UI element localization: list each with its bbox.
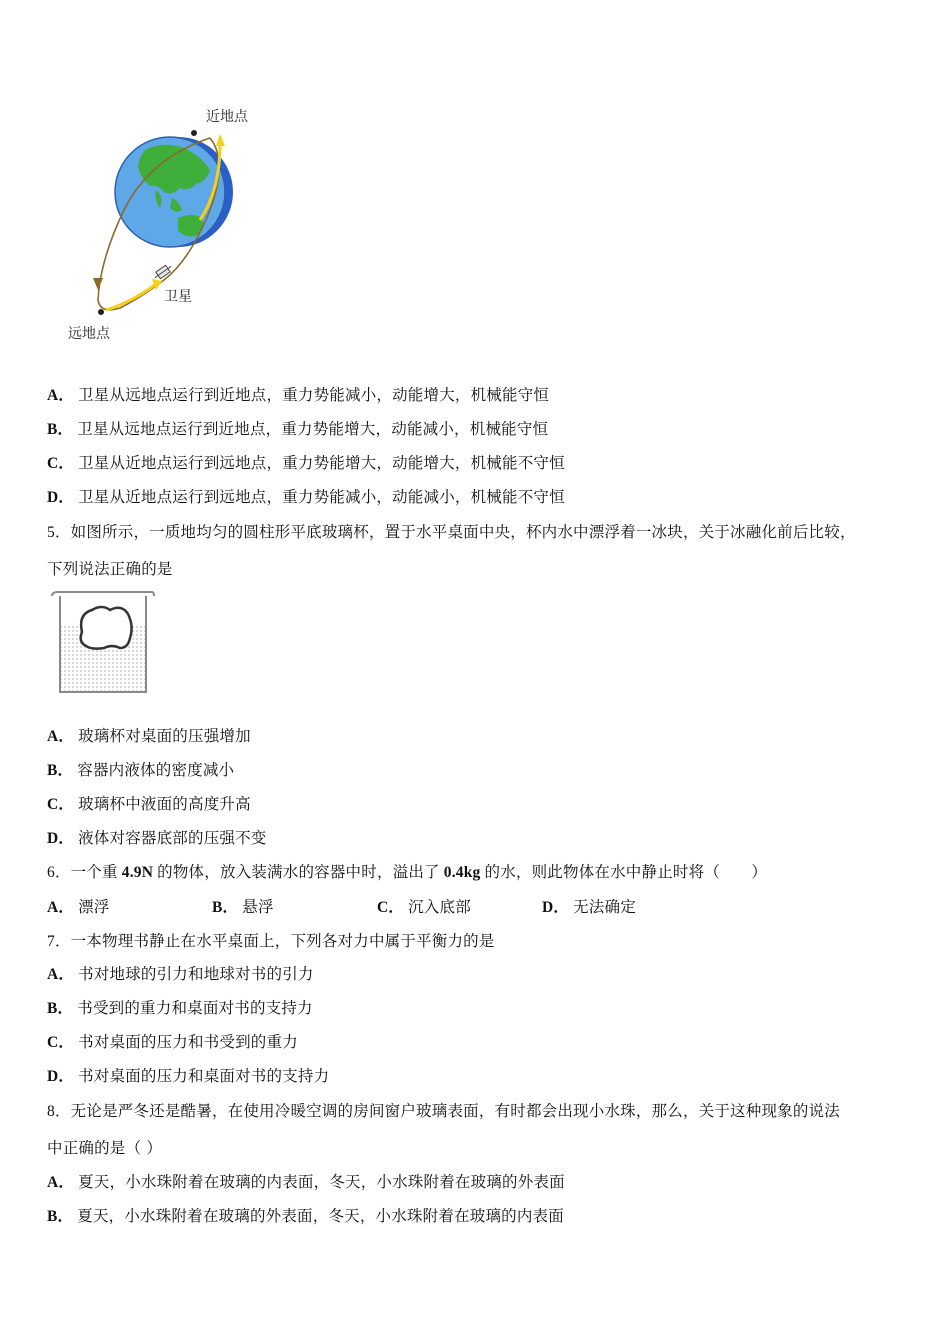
satellite-icon bbox=[153, 263, 174, 281]
option-label: A． bbox=[47, 1174, 75, 1191]
mass-value: 0.4kg bbox=[443, 864, 481, 881]
option-text: 沉入底部 bbox=[408, 898, 471, 916]
q6-options-row bbox=[47, 897, 636, 918]
q6-option-d bbox=[542, 897, 636, 918]
q4-option-a bbox=[47, 385, 549, 406]
option-text: 玻璃杯对桌面的压强增加 bbox=[78, 727, 251, 745]
question-text: 无论是严冬还是酷暑，在使用冷暖空调的房间窗户玻璃表面，有时都会出现小水珠，那么，关于这种现象的说法 bbox=[70, 1102, 840, 1120]
option-label: B． bbox=[47, 762, 74, 779]
question-text: 中正确的是（ ） bbox=[47, 1139, 163, 1157]
glass-rim bbox=[52, 592, 154, 596]
option-text: 书对桌面的压力和桌面对书的支持力 bbox=[78, 1067, 330, 1085]
option-text: 卫星从远地点运行到近地点，重力势能增大，动能减小，机械能守恒 bbox=[77, 420, 549, 438]
question-text-b: 的物体，放入装满水的容器中时，溢出了 bbox=[157, 863, 440, 881]
q7-stem bbox=[47, 931, 495, 952]
q6-option-a bbox=[47, 897, 212, 918]
option-label: D． bbox=[47, 489, 75, 506]
q7-option-c bbox=[47, 1032, 298, 1053]
option-label: C． bbox=[47, 455, 75, 472]
option-text: 卫星从近地点运行到远地点，重力势能减小，动能减小，机械能不守恒 bbox=[78, 488, 565, 506]
perigee-label: 近地点 bbox=[206, 109, 248, 125]
satellite-label: 卫星 bbox=[164, 289, 192, 305]
orbit-arrow-left-head bbox=[93, 278, 103, 290]
q7-option-b bbox=[47, 998, 313, 1019]
option-label: B． bbox=[47, 421, 74, 438]
q8-stem-line2 bbox=[47, 1138, 162, 1158]
q8-option-a bbox=[47, 1172, 565, 1193]
option-text: 无法确定 bbox=[573, 898, 636, 916]
q4-option-b bbox=[47, 419, 548, 440]
q7-option-d bbox=[47, 1066, 329, 1087]
apogee-label: 远地点 bbox=[68, 326, 110, 342]
option-label: C． bbox=[47, 796, 75, 813]
q4-option-c bbox=[47, 453, 565, 474]
option-label: B． bbox=[212, 899, 239, 916]
option-text: 夏天，小水珠附着在玻璃的内表面，冬天，小水珠附着在玻璃的外表面 bbox=[78, 1173, 565, 1191]
q5-option-a bbox=[47, 726, 251, 747]
q8-stem-line1 bbox=[47, 1101, 840, 1122]
question-text-a: 一个重 bbox=[70, 863, 118, 881]
option-label: A． bbox=[47, 728, 75, 745]
q8-option-b bbox=[47, 1206, 564, 1227]
option-text: 漂浮 bbox=[78, 898, 110, 916]
question-number: 6． bbox=[47, 864, 71, 881]
option-text: 夏天，小水珠附着在玻璃的外表面，冬天，小水珠附着在玻璃的内表面 bbox=[77, 1207, 564, 1225]
ice-block bbox=[81, 607, 132, 649]
question-text-c: 的水，则此物体在水中静止时将（ ） bbox=[484, 863, 768, 881]
q5-option-b bbox=[47, 760, 234, 781]
question-text: 如图所示，一质地均匀的圆柱形平底玻璃杯，置于水平桌面中央，杯内水中漂浮着一冰块，关于冰融化前后比较， bbox=[70, 523, 856, 541]
weight-value: 4.9N bbox=[121, 864, 154, 881]
option-text: 书受到的重力和桌面对书的支持力 bbox=[77, 999, 313, 1017]
option-text: 卫星从近地点运行到远地点，重力势能增大，动能增大，机械能不守恒 bbox=[78, 454, 565, 472]
q6-option-c bbox=[377, 897, 542, 918]
q5-option-d bbox=[47, 828, 267, 849]
option-text: 书对桌面的压力和书受到的重力 bbox=[78, 1033, 298, 1051]
option-label: A． bbox=[47, 899, 75, 916]
orbit-arrow-upper-head bbox=[216, 134, 225, 146]
question-number: 7． bbox=[47, 933, 71, 950]
option-label: C． bbox=[47, 1034, 75, 1051]
option-label: A． bbox=[47, 966, 75, 983]
q5-option-c bbox=[47, 794, 251, 815]
option-text: 玻璃杯中液面的高度升高 bbox=[78, 795, 251, 813]
question-number: 5． bbox=[47, 524, 71, 541]
q6-stem bbox=[47, 862, 767, 883]
q5-stem-line1 bbox=[47, 522, 856, 543]
option-label: D． bbox=[47, 1068, 75, 1085]
q6-option-b bbox=[212, 897, 377, 918]
satellite-orbit-figure bbox=[60, 100, 260, 350]
option-label: D． bbox=[47, 830, 75, 847]
option-text: 卫星从远地点运行到近地点，重力势能减小，动能增大，机械能守恒 bbox=[78, 386, 550, 404]
option-label: C． bbox=[377, 899, 405, 916]
question-number: 8． bbox=[47, 1103, 71, 1120]
option-text: 悬浮 bbox=[242, 898, 274, 916]
perigee-dot bbox=[191, 130, 197, 136]
q7-option-a bbox=[47, 964, 314, 985]
q4-option-d bbox=[47, 487, 565, 508]
option-label: B． bbox=[47, 1000, 74, 1017]
option-text: 书对地球的引力和地球对书的引力 bbox=[78, 965, 314, 983]
q5-stem-line2 bbox=[47, 559, 173, 579]
option-label: A． bbox=[47, 387, 75, 404]
option-label: D． bbox=[542, 899, 570, 916]
option-text: 容器内液体的密度减小 bbox=[77, 761, 235, 779]
option-text: 液体对容器底部的压强不变 bbox=[78, 829, 267, 847]
apogee-dot bbox=[98, 309, 104, 315]
question-text: 下列说法正确的是 bbox=[47, 560, 173, 578]
option-label: B． bbox=[47, 1208, 74, 1225]
glass-ice-figure bbox=[48, 590, 158, 696]
question-text: 一本物理书静止在水平桌面上，下列各对力中属于平衡力的是 bbox=[70, 932, 495, 950]
orbit-arrow-lower bbox=[106, 284, 156, 310]
